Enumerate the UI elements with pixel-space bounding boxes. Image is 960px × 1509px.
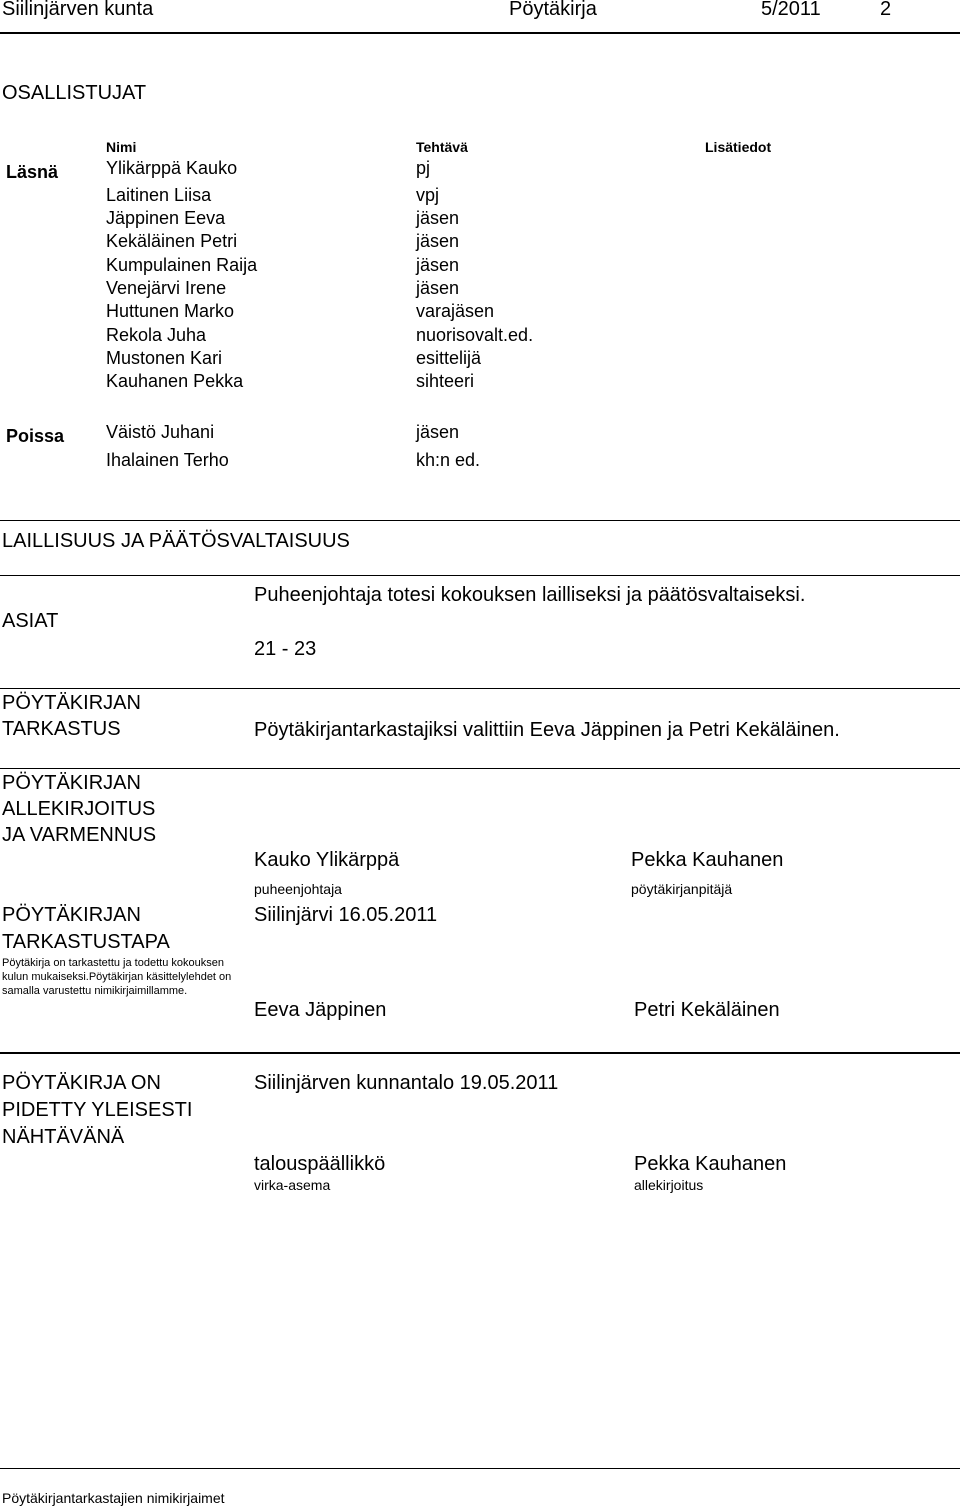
absent-label: Poissa <box>6 426 65 446</box>
review-statement: Pöytäkirjantarkastajiksi valittiin Eeva Jäppinen ja Petri Kekäläinen. <box>254 719 840 741</box>
review-label-1: PÖYTÄKIRJAN <box>2 692 141 714</box>
section-rule <box>0 1052 960 1054</box>
section-rule <box>0 520 960 521</box>
present-name: Mustonen Kari <box>106 348 223 368</box>
present-role: jäsen <box>416 208 460 228</box>
participants-title: OSALLISTUJAT <box>2 82 147 104</box>
public-official-caption: virka-asema <box>254 1177 331 1193</box>
present-label: Läsnä <box>6 162 59 182</box>
col-extra: Lisätiedot <box>705 139 772 155</box>
signer1-name: Kauko Ylikärppä <box>254 849 400 871</box>
method-label-1: PÖYTÄKIRJAN <box>2 904 141 926</box>
review-label-2: TARKASTUS <box>2 718 121 740</box>
col-name: Nimi <box>106 139 137 155</box>
public-place-date: Siilinjärven kunnantalo 19.05.2011 <box>254 1072 559 1094</box>
present-name: Ylikärppä Kauko <box>106 158 238 178</box>
present-role: jäsen <box>416 278 460 298</box>
method-label-2: TARKASTUSTAPA <box>2 931 170 953</box>
present-name: Kekäläinen Petri <box>106 231 238 251</box>
absent-role: jäsen <box>416 422 460 442</box>
present-role: pj <box>416 158 431 178</box>
header-doc: Pöytäkirja <box>509 0 597 20</box>
absent-name: Väistö Juhani <box>106 422 215 442</box>
present-role: sihteeri <box>416 371 475 391</box>
legality-statement: Puheenjohtaja totesi kokouksen lailliseksi ja päätösvaltaiseksi. <box>254 584 806 606</box>
reviewer1-name: Eeva Jäppinen <box>254 999 387 1021</box>
public-label-2: PIDETTY YLEISESTI <box>2 1099 193 1121</box>
public-label-1: PÖYTÄKIRJA ON <box>2 1072 161 1094</box>
sign-place-date: Siilinjärvi 16.05.2011 <box>254 904 438 926</box>
present-name: Laitinen Liisa <box>106 185 212 205</box>
present-name: Rekola Juha <box>106 325 207 345</box>
present-name: Kauhanen Pekka <box>106 371 244 391</box>
public-signer-caption: allekirjoitus <box>634 1177 704 1193</box>
present-role: jäsen <box>416 231 460 251</box>
present-role: esittelijä <box>416 348 482 368</box>
signer2-role: pöytäkirjanpitäjä <box>631 881 733 897</box>
present-role: nuorisovalt.ed. <box>416 325 534 345</box>
present-name: Venejärvi Irene <box>106 278 227 298</box>
signer1-role: puheenjohtaja <box>254 881 342 897</box>
header-rule <box>0 32 960 34</box>
reviewer2-name: Petri Kekäläinen <box>634 999 780 1021</box>
section-rule <box>0 575 960 576</box>
present-role: vpj <box>416 185 440 205</box>
asiat-label: ASIAT <box>2 610 59 632</box>
present-name: Jäppinen Eeva <box>106 208 226 228</box>
sign-label-3: JA VARMENNUS <box>2 824 157 846</box>
legality-range: 21 - 23 <box>254 638 317 660</box>
header-org: Siilinjärven kunta <box>2 0 154 20</box>
present-role: jäsen <box>416 255 460 275</box>
col-role: Tehtävä <box>416 139 468 155</box>
absent-name: Ihalainen Terho <box>106 450 229 470</box>
header-number: 5/2011 <box>761 0 821 20</box>
signer2-name: Pekka Kauhanen <box>631 849 784 871</box>
public-label-3: NÄHTÄVÄNÄ <box>2 1126 125 1148</box>
sign-label-1: PÖYTÄKIRJAN <box>2 772 141 794</box>
public-official: talouspäällikkö <box>254 1153 386 1175</box>
present-name: Kumpulainen Raija <box>106 255 258 275</box>
section-rule <box>0 768 960 769</box>
footer-rule <box>0 1468 960 1469</box>
public-signer: Pekka Kauhanen <box>634 1153 787 1175</box>
sign-label-2: ALLEKIRJOITUS <box>2 798 156 820</box>
present-role: varajäsen <box>416 301 495 321</box>
method-text: Pöytäkirja on tarkastettu ja todettu kokouksen kulun mukaiseksi.Pöytäkirjan käsittelylehdet on samalla varustettu nimikirjaimillamme. <box>2 957 232 997</box>
present-name: Huttunen Marko <box>106 301 235 321</box>
footer-text: Pöytäkirjantarkastajien nimikirjaimet <box>2 1490 225 1506</box>
legality-title: LAILLISUUS JA PÄÄTÖSVALTAISUUS <box>2 530 350 552</box>
section-rule <box>0 688 960 689</box>
header-page: 2 <box>880 0 892 20</box>
absent-role: kh:n ed. <box>416 450 481 470</box>
